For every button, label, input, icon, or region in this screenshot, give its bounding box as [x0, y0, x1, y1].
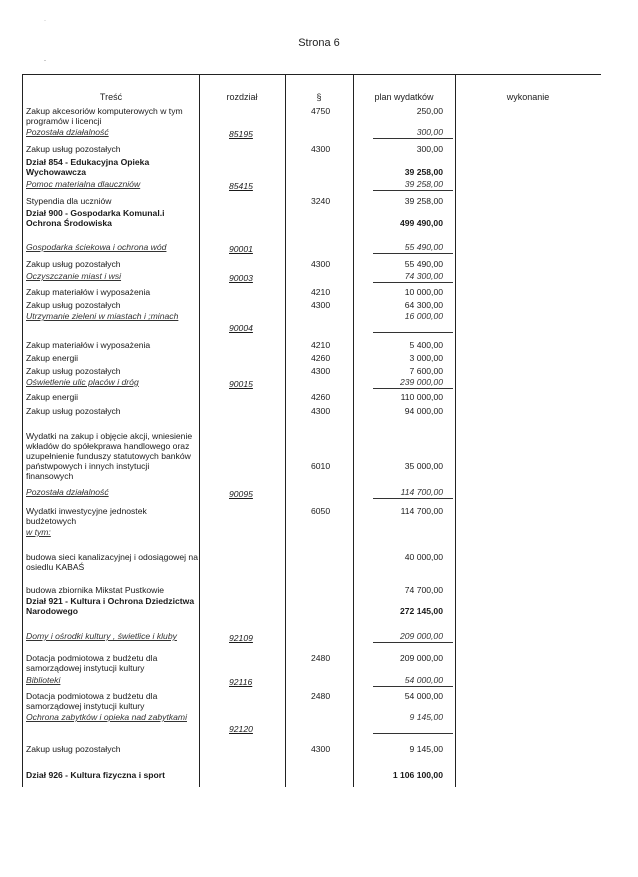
cell-paragraf: 2480 — [311, 691, 331, 701]
cell-tresc: Oświetlenie ulic placów i dróg — [26, 377, 139, 387]
cell-plan: 74 300,00 — [404, 271, 443, 281]
cell-plan: 35 000,00 — [404, 461, 443, 471]
cell-tresc: Zakup usług pozostałych — [26, 300, 121, 310]
cell-plan: 74 700,00 — [404, 585, 443, 595]
cell-plan: 54 000,00 — [404, 675, 443, 685]
cell-tresc: Dział 921 - Kultura i Ochrona Dziedzictwa Narodowego — [26, 596, 195, 616]
cell-tresc: Zakup energii — [26, 353, 79, 363]
cell-tresc: Dotacja podmiotowa z budżetu dla samorządowej instytucji kultury — [26, 691, 158, 711]
cell-tresc: Zakup materiałów i wyposażenia — [26, 287, 151, 297]
cell-plan: 9 145,00 — [409, 712, 443, 722]
sum-underline — [373, 388, 453, 389]
cell-plan: 9 145,00 — [409, 744, 443, 754]
cell-tresc: Zakup usług pozostałych — [26, 744, 121, 754]
cell-plan: 64 300,00 — [404, 300, 443, 310]
cell-tresc: Zakup usług pozostałych — [26, 144, 121, 154]
cell-plan: 272 145,00 — [399, 606, 443, 616]
cell-tresc: Pozostała działalność — [26, 487, 109, 497]
cell-tresc: Utrzymanie zieleni w miastach i ;minach — [26, 311, 179, 321]
cell-plan: 300,00 — [416, 144, 443, 154]
cell-plan: 209 000,00 — [399, 653, 443, 663]
cell-tresc: Gospodarka ściekowa i ochrona wód — [26, 242, 167, 252]
cell-plan: 239 000,00 — [399, 377, 443, 387]
cell-plan: 94 000,00 — [404, 406, 443, 416]
cell-tresc: budowa zbiornika Mikstat Pustkowie — [26, 585, 165, 595]
cell-plan: 55 490,00 — [404, 242, 443, 252]
cell-plan: 209 000,00 — [399, 631, 443, 641]
cell-tresc: Zakup usług pozostałych — [26, 366, 121, 376]
cell-rozdzial: 90015 — [229, 379, 253, 389]
sum-underline — [373, 190, 453, 191]
cell-tresc: Zakup akcesoriów komputerowych w tym programów i licencji — [26, 106, 183, 126]
sum-underline — [373, 282, 453, 283]
cell-tresc: Biblioteki — [26, 675, 61, 685]
scan-mark: · — [44, 18, 46, 24]
cell-paragraf: 4260 — [311, 392, 331, 402]
cell-plan: 300,00 — [416, 127, 443, 137]
cell-plan: 10 000,00 — [404, 287, 443, 297]
cell-rozdzial: 92116 — [229, 677, 253, 687]
sum-underline — [373, 642, 453, 643]
column-divider — [199, 75, 200, 787]
cell-plan: 110 000,00 — [400, 392, 443, 402]
cell-paragraf: 2480 — [311, 653, 331, 663]
sum-underline — [373, 138, 453, 139]
cell-tresc: Zakup energii — [26, 392, 79, 402]
cell-paragraf: 4750 — [311, 106, 331, 116]
cell-plan: 499 490,00 — [399, 218, 443, 228]
cell-tresc: Wydatki inwestycyjne jednostek budżetowych — [26, 506, 147, 526]
column-divider — [455, 75, 456, 787]
cell-tresc: Pomoc materialna dlauczniów — [26, 179, 141, 189]
sum-underline — [373, 686, 453, 687]
cell-rozdzial: 90003 — [229, 273, 253, 283]
cell-rozdzial: 85195 — [229, 129, 253, 139]
cell-tresc: Dotacja podmiotowa z budżetu dla samorządowej instytucji kultury — [26, 653, 158, 673]
cell-tresc: Pozostała działalność — [26, 127, 109, 137]
cell-rozdzial: 92120 — [229, 724, 253, 734]
cell-tresc: Zakup materiałów i wyposażenia — [26, 340, 151, 350]
budget-table — [22, 74, 601, 787]
cell-paragraf: 6010 — [311, 461, 331, 471]
cell-paragraf: 4300 — [311, 744, 331, 754]
cell-paragraf: 4210 — [311, 340, 331, 350]
cell-rozdzial: 90095 — [229, 489, 253, 499]
column-divider — [285, 75, 286, 787]
cell-paragraf: 4260 — [311, 353, 331, 363]
cell-tresc: Wydatki na zakup i objęcie akcji, wniesienie wkładów do spółekprawa handlowego oraz uzupełnienie funduszy statutowych banków państwpowych i innych instytucji finansowych — [26, 431, 193, 481]
cell-tresc: budowa sieci kanalizacyjnej i odosiągowej na osiedlu KABAŚ — [26, 552, 198, 572]
cell-tresc: Stypendia dla uczniów — [26, 196, 112, 206]
header-paragraf: § — [316, 92, 322, 102]
cell-plan: 54 000,00 — [404, 691, 443, 701]
cell-paragraf: 4300 — [311, 300, 331, 310]
cell-rozdzial: 85415 — [229, 181, 253, 191]
page-title: Strona 6 — [298, 37, 340, 49]
header-wykonanie: wykonanie — [506, 92, 550, 102]
cell-paragraf: 3240 — [311, 196, 331, 206]
cell-plan: 55 490,00 — [404, 259, 443, 269]
cell-plan: 7 600,00 — [409, 366, 443, 376]
cell-plan: 3 000,00 — [409, 353, 443, 363]
cell-paragraf: 6050 — [311, 506, 331, 516]
sum-underline — [373, 253, 453, 254]
cell-paragraf: 4210 — [311, 287, 331, 297]
cell-plan: 40 000,00 — [404, 552, 443, 562]
cell-tresc: Zakup usług pozostałych — [26, 406, 121, 416]
cell-plan: 1 106 100,00 — [392, 770, 443, 780]
scan-mark: - — [44, 58, 46, 64]
cell-plan: 39 258,00 — [404, 167, 443, 177]
cell-rozdzial: 90001 — [229, 244, 253, 254]
cell-rozdzial: 92109 — [229, 633, 253, 643]
cell-paragraf: 4300 — [311, 259, 331, 269]
cell-plan: 5 400,00 — [409, 340, 443, 350]
cell-tresc: Dział 926 - Kultura fizyczna i sport — [26, 770, 165, 780]
cell-plan: 39 258,00 — [404, 179, 443, 189]
cell-tresc: Zakup usług pozostałych — [26, 259, 121, 269]
cell-rozdzial: 90004 — [229, 323, 253, 333]
sum-underline — [373, 332, 453, 333]
cell-tresc: Oczyszczanie miast i wsi — [26, 271, 122, 281]
cell-paragraf: 4300 — [311, 366, 331, 376]
cell-tresc: Ochrona zabytków i opieka nad zabytkami — [26, 712, 187, 722]
cell-tresc: w tym: — [26, 527, 51, 537]
cell-tresc: Dział 854 - Edukacyjna Opieka Wychowawcza — [26, 157, 150, 177]
header-tresc: Treść — [99, 92, 123, 102]
cell-paragraf: 4300 — [311, 406, 331, 416]
cell-plan: 114 700,00 — [400, 487, 443, 497]
sum-underline — [373, 733, 453, 734]
cell-plan: 250,00 — [416, 106, 443, 116]
cell-plan: 114 700,00 — [400, 506, 443, 516]
cell-plan: 39 258,00 — [404, 196, 443, 206]
cell-tresc: Domy i ośrodki kultury , świetlice i kluby — [26, 631, 177, 641]
cell-plan: 16 000,00 — [404, 311, 443, 321]
cell-tresc: Dział 900 - Gospodarka Komunal.i Ochrona Środowiska — [26, 208, 165, 228]
sum-underline — [373, 498, 453, 499]
header-plan-wydatkow: plan wydatków — [374, 92, 434, 102]
header-rozdzial: rozdział — [226, 92, 258, 102]
cell-paragraf: 4300 — [311, 144, 331, 154]
